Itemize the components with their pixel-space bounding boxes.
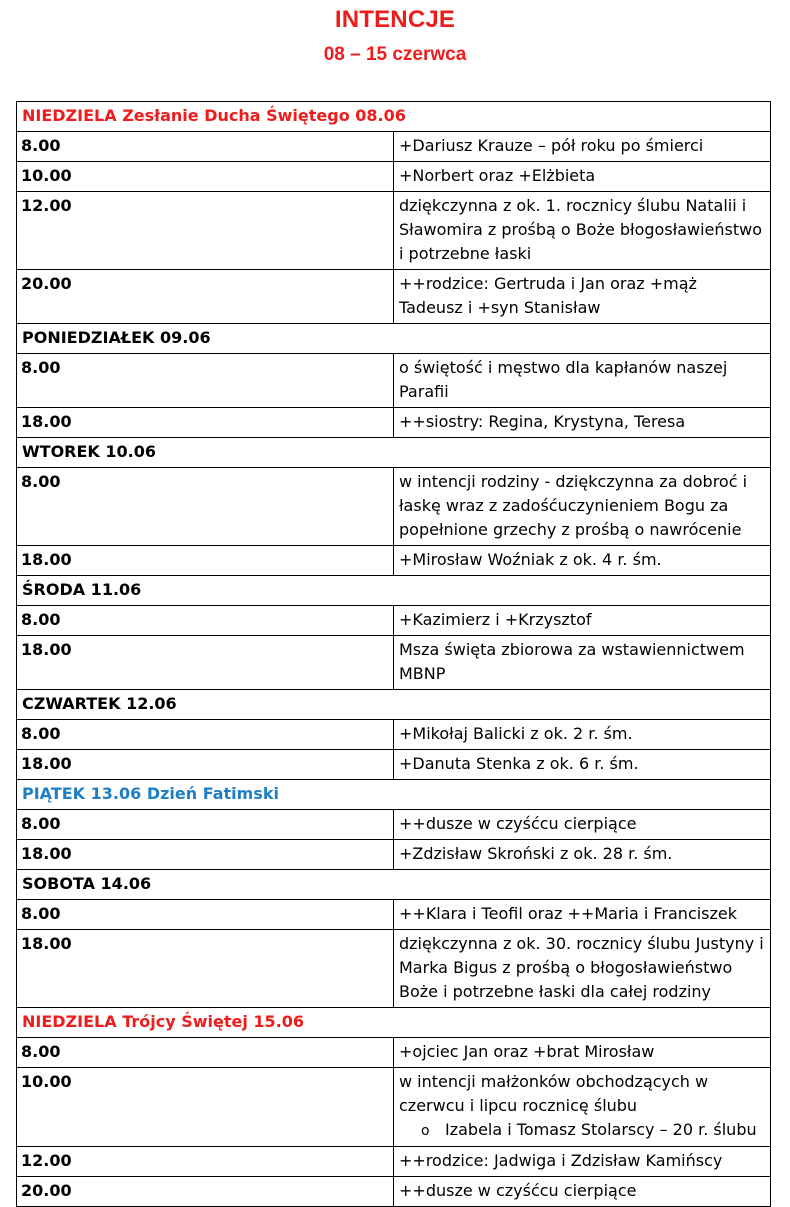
- intention-text: +ojciec Jan oraz +brat Mirosław: [399, 1042, 655, 1061]
- intention-text: +Mirosław Woźniak z ok. 4 r. śm.: [399, 550, 662, 569]
- mass-time: 8.00: [17, 1038, 394, 1068]
- intention-cell: [394, 930, 771, 1008]
- intention-cell: [394, 468, 771, 546]
- intentions-table: [16, 101, 771, 1207]
- intention-subitem: [399, 1118, 765, 1143]
- intention-text: ++rodzice: Gertruda i Jan oraz +mąż Tadeusz i +syn Stanisław: [399, 274, 697, 317]
- intention-text: +Mikołaj Balicki z ok. 2 r. śm.: [399, 724, 633, 743]
- intention-cell: [394, 132, 771, 162]
- day-header-row: [17, 870, 771, 900]
- intention-row: [17, 930, 771, 1008]
- intention-text: w intencji małżonków obchodzących w czerwcu i lipcu rocznicę ślubu: [399, 1072, 709, 1115]
- intention-text: dziękczynna z ok. 1. rocznicy ślubu Natalii i Sławomira z prośbą o Boże błogosławieństwo i potrzebne łaski: [399, 196, 763, 263]
- intention-text: +Zdzisław Skroński z ok. 28 r. śm.: [399, 844, 673, 863]
- intention-cell: [394, 1038, 771, 1068]
- intention-row: [17, 192, 771, 270]
- intention-text: w intencji rodziny - dziękczynna za dobroć i łaskę wraz z zadośćuczynieniem Bogu za popełnione grzechy z prośbą o nawrócenie: [399, 472, 748, 539]
- mass-time: 12.00: [17, 1147, 394, 1177]
- intention-cell: [394, 606, 771, 636]
- intention-cell: [394, 900, 771, 930]
- day-header: SOBOTA 14.06: [17, 870, 771, 900]
- day-header-row: [17, 690, 771, 720]
- bullet-icon: o: [421, 1123, 430, 1139]
- mass-time: 18.00: [17, 930, 394, 1008]
- intention-row: [17, 1177, 771, 1207]
- intention-text: +Dariusz Krauze – pół roku po śmierci: [399, 136, 704, 155]
- intention-row: [17, 750, 771, 780]
- day-header-row: [17, 780, 771, 810]
- page-subtitle: 08 – 15 czerwca: [323, 44, 467, 65]
- intention-cell: [394, 636, 771, 690]
- mass-time: 20.00: [17, 1177, 394, 1207]
- intention-cell: [394, 720, 771, 750]
- intention-row: [17, 546, 771, 576]
- intention-cell: [394, 750, 771, 780]
- intention-row: [17, 468, 771, 546]
- intention-row: [17, 1068, 771, 1147]
- day-header: CZWARTEK 12.06: [17, 690, 771, 720]
- mass-time: 8.00: [17, 810, 394, 840]
- day-header-row: [17, 438, 771, 468]
- intention-subitem-text: Izabela i Tomasz Stolarscy – 20 r. ślubu: [445, 1120, 757, 1139]
- mass-time: 18.00: [17, 546, 394, 576]
- intention-row: [17, 636, 771, 690]
- page-title: INTENCJE: [334, 6, 456, 33]
- mass-time: 20.00: [17, 270, 394, 324]
- mass-time: 8.00: [17, 354, 394, 408]
- intention-cell: [394, 270, 771, 324]
- day-header-row: [17, 324, 771, 354]
- intention-row: [17, 1147, 771, 1177]
- intention-row: [17, 354, 771, 408]
- intention-row: [17, 720, 771, 750]
- intention-text: o świętość i męstwo dla kapłanów naszej Parafii: [399, 358, 728, 401]
- mass-time: 18.00: [17, 408, 394, 438]
- intention-cell: [394, 810, 771, 840]
- intention-text: +Norbert oraz +Elżbieta: [399, 166, 596, 185]
- intention-row: [17, 408, 771, 438]
- mass-time: 8.00: [17, 900, 394, 930]
- day-header: NIEDZIELA Trójcy Świętej 15.06: [17, 1008, 771, 1038]
- mass-time: 18.00: [17, 636, 394, 690]
- intention-text: +Danuta Stenka z ok. 6 r. śm.: [399, 754, 639, 773]
- mass-time: 8.00: [17, 468, 394, 546]
- mass-time: 10.00: [17, 1068, 394, 1147]
- day-header-row: [17, 102, 771, 132]
- intention-text: Msza święta zbiorowa za wstawiennictwem MBNP: [399, 640, 745, 683]
- intention-row: [17, 270, 771, 324]
- mass-time: 12.00: [17, 192, 394, 270]
- mass-time: 8.00: [17, 132, 394, 162]
- intention-text: dziękczynna z ok. 30. rocznicy ślubu Justyny i Marka Bigus z prośbą o błogosławieństwo Boże i potrzebne łaski dla całej rodziny: [399, 934, 764, 1001]
- intention-row: [17, 900, 771, 930]
- day-header: NIEDZIELA Zesłanie Ducha Świętego 08.06: [17, 102, 771, 132]
- day-header-row: [17, 1008, 771, 1038]
- intention-cell: [394, 408, 771, 438]
- intention-cell: [394, 1147, 771, 1177]
- day-header: PIĄTEK 13.06 Dzień Fatimski: [17, 780, 771, 810]
- intention-cell: [394, 546, 771, 576]
- day-header: WTOREK 10.06: [17, 438, 771, 468]
- intention-cell: [394, 162, 771, 192]
- intention-text: ++Klara i Teofil oraz ++Maria i Franciszek: [399, 904, 738, 923]
- day-header: ŚRODA 11.06: [17, 576, 771, 606]
- intention-row: [17, 606, 771, 636]
- intention-text: ++siostry: Regina, Krystyna, Teresa: [399, 412, 686, 431]
- intention-cell: [394, 840, 771, 870]
- mass-time: 18.00: [17, 750, 394, 780]
- intention-cell: [394, 1177, 771, 1207]
- intention-row: [17, 1038, 771, 1068]
- day-header-row: [17, 576, 771, 606]
- intention-text: ++rodzice: Jadwiga i Zdzisław Kamińscy: [399, 1151, 723, 1170]
- intention-cell: [394, 354, 771, 408]
- mass-time: 10.00: [17, 162, 394, 192]
- intention-row: [17, 840, 771, 870]
- mass-time: 18.00: [17, 840, 394, 870]
- intention-cell: [394, 192, 771, 270]
- mass-time: 8.00: [17, 606, 394, 636]
- intention-row: [17, 132, 771, 162]
- day-header: PONIEDZIAŁEK 09.06: [17, 324, 771, 354]
- mass-time: 8.00: [17, 720, 394, 750]
- intention-row: [17, 162, 771, 192]
- intention-text: ++dusze w czyśćcu cierpiące: [399, 814, 637, 833]
- intention-text: ++dusze w czyśćcu cierpiące: [399, 1181, 637, 1200]
- intention-text: +Kazimierz i +Krzysztof: [399, 610, 592, 629]
- intention-cell: [394, 1068, 771, 1147]
- intention-row: [17, 810, 771, 840]
